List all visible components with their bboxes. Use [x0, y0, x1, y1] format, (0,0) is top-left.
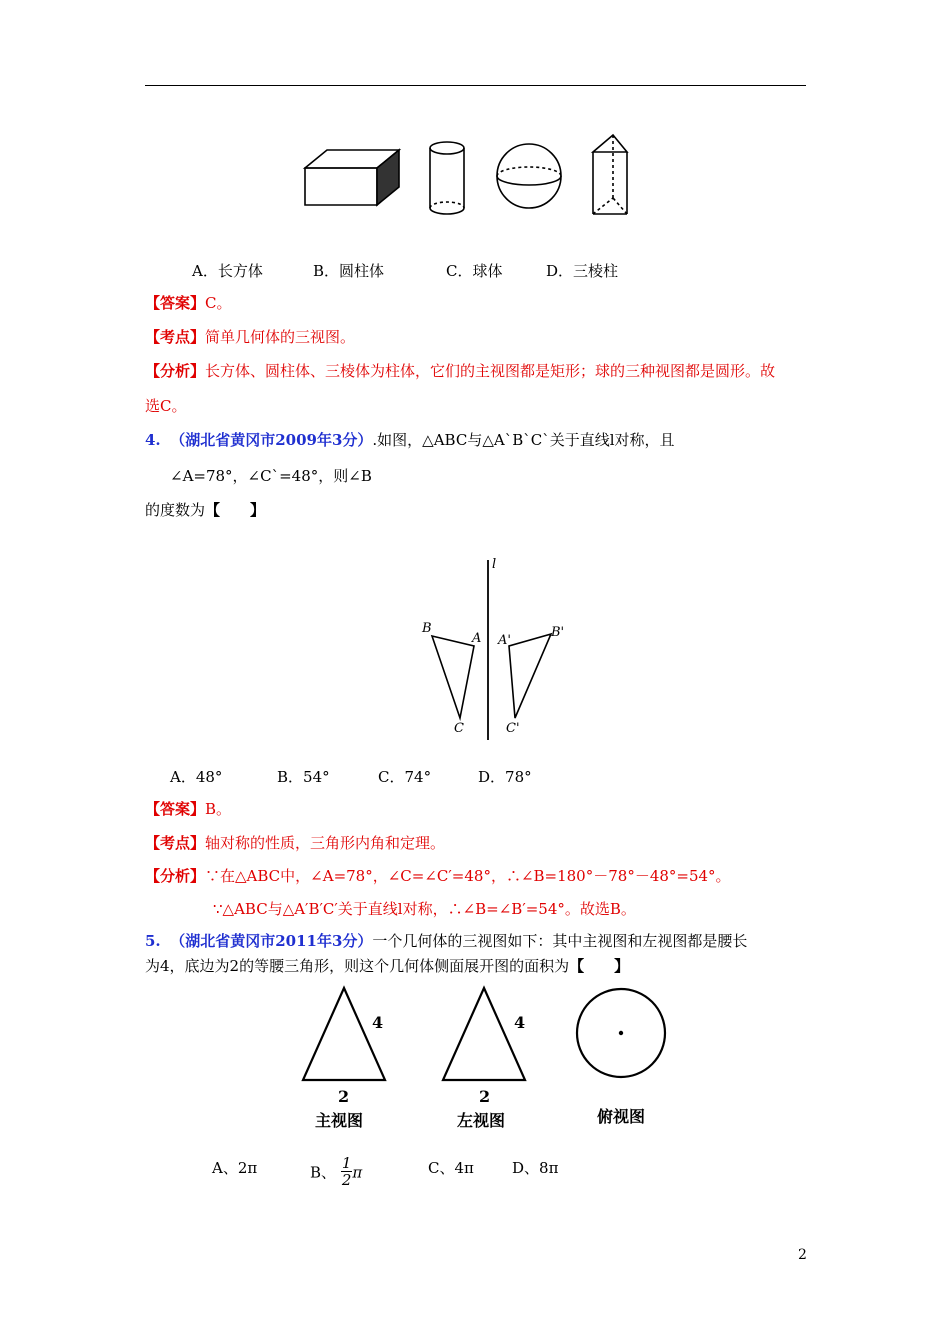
top-view	[577, 989, 665, 1126]
front-base-label: 2	[338, 1087, 350, 1106]
side-view	[443, 988, 525, 1130]
label-a-prime: A'	[498, 633, 511, 648]
label-b-prime: B'	[551, 625, 565, 640]
fraction	[341, 1155, 353, 1188]
q3-fenxi	[145, 361, 775, 381]
q4-stem	[145, 430, 675, 450]
q5-stem	[145, 931, 747, 951]
fraction-denominator: 2	[341, 1171, 352, 1189]
side-view-caption: 左视图	[457, 1111, 506, 1130]
q5-stem-line2-text: 为4，底边为2的等腰三角形，则这个几何体侧面展开图的面积为	[145, 957, 570, 975]
q5-option-c: C、4π	[428, 1159, 474, 1177]
kaodian-tag: 【考点】	[145, 328, 206, 346]
q4-source: （湖北省黄冈市2009年3分）	[170, 431, 373, 449]
q4-stem-text: .如图，△ABC与△A`B`C`关于直线l对称，且	[372, 431, 675, 449]
q4-option-a: A．48°	[170, 768, 223, 786]
kaodian-text: 轴对称的性质，三角形内角和定理。	[205, 834, 446, 852]
triangular-prism-figure	[593, 135, 627, 214]
triangle-abc-prime	[509, 634, 551, 718]
q4-stem-line2: ∠A=78°，∠C`=48°，则∠B	[170, 467, 372, 485]
front-side-label: 4	[372, 1013, 384, 1032]
cuboid-figure	[305, 150, 399, 205]
q3-fenxi-cont: 选C。	[145, 397, 187, 415]
front-view	[303, 988, 385, 1130]
q4-number: 4.	[145, 431, 161, 449]
q5-option-d: D、8π	[512, 1159, 559, 1177]
sphere-figure	[497, 144, 561, 208]
line-label: l	[492, 557, 497, 572]
kaodian-text: 简单几何体的三视图。	[205, 328, 356, 346]
q4-option-c: C．74°	[378, 768, 432, 786]
q3-kaodian	[145, 327, 355, 347]
kaodian-tag: 【考点】	[145, 834, 206, 852]
q5-views-figure	[295, 980, 675, 1130]
front-view-caption: 主视图	[315, 1111, 364, 1130]
center-dot	[619, 1031, 623, 1035]
q3-answer	[145, 293, 232, 313]
q5-number: 5.	[145, 932, 161, 950]
q4-kaodian	[145, 833, 445, 853]
q4-figure	[410, 550, 585, 745]
q5-stem-text: 一个几何体的三视图如下：其中主视图和左视图都是腰长	[372, 932, 748, 950]
answer-bracket: 【 】	[569, 957, 630, 975]
solids-figure	[300, 130, 645, 220]
q4-option-b: B．54°	[277, 768, 330, 786]
cylinder-figure	[430, 142, 464, 214]
side-side-label: 4	[514, 1013, 526, 1032]
q5-option-a: A、2π	[212, 1159, 258, 1177]
label-c-prime: C'	[506, 721, 520, 736]
answer-bracket: 【 】	[205, 501, 266, 519]
q4-stem-line3	[145, 500, 265, 520]
header-rule	[145, 85, 806, 86]
label-a: A	[472, 631, 482, 646]
answer-text: B。	[205, 800, 232, 818]
label-c: C	[454, 721, 464, 736]
q4-option-d: D．78°	[478, 768, 532, 786]
page-number: 2	[798, 1247, 807, 1263]
option-b-prefix: B、	[310, 1163, 337, 1182]
q4-fenxi	[145, 866, 731, 886]
q3-option-c: C．球体	[446, 262, 503, 280]
fenxi-text: ∵在△ABC中，∠A=78°，∠C=∠C′=48°，∴∠B=180°－78°－48°=54°。	[205, 867, 731, 885]
fenxi-tag: 【分析】	[145, 362, 206, 380]
answer-tag: 【答案】	[145, 800, 206, 818]
q3-option-d: D．三棱柱	[546, 262, 619, 280]
q4-stem-line3-text: 的度数为	[145, 501, 206, 519]
q4-fenxi-cont: ∵△ABC与△A′B′C′关于直线l对称，∴∠B=∠B′=54°。故选B。	[213, 900, 636, 918]
side-base-label: 2	[479, 1087, 491, 1106]
fraction-numerator: 1	[341, 1154, 352, 1172]
top-view-caption: 俯视图	[597, 1107, 646, 1126]
label-b: B	[422, 621, 432, 636]
fenxi-tag: 【分析】	[145, 867, 206, 885]
fenxi-text: 长方体、圆柱体、三棱体为柱体，它们的主视图都是矩形；球的三种视图都是圆形。故	[205, 362, 776, 380]
q5-source: （湖北省黄冈市2011年3分）	[170, 932, 373, 950]
answer-text: C。	[205, 294, 232, 312]
q5-stem-line2	[145, 956, 629, 976]
answer-tag: 【答案】	[145, 294, 206, 312]
q5-option-b	[310, 1154, 363, 1190]
q4-answer	[145, 799, 231, 819]
pi-symbol: π	[352, 1163, 363, 1182]
q3-option-b: B．圆柱体	[313, 262, 385, 280]
q3-option-a: A．长方体	[192, 262, 263, 280]
triangle-abc	[432, 636, 474, 718]
